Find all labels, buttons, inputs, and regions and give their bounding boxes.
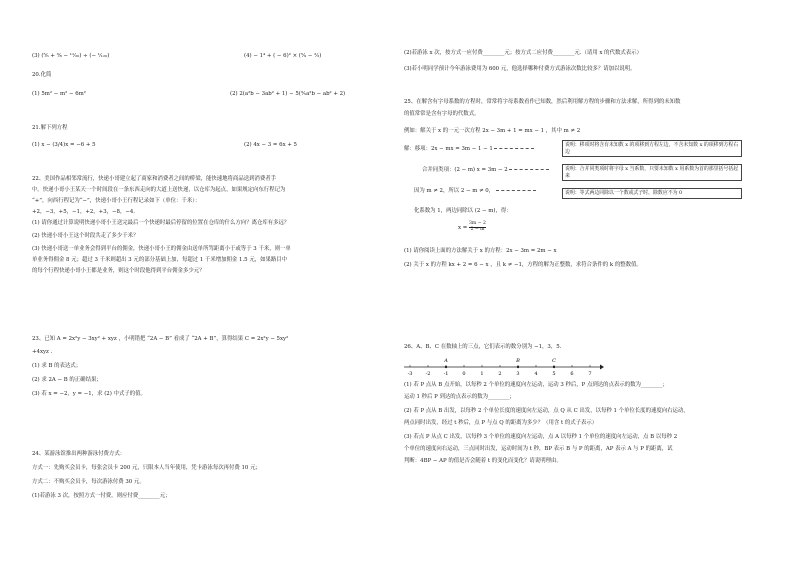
q26-line5: 两点同时出发，经过 t 秒后，点 P 与点 Q 的距离为多少？（用含 t 的式子表示） bbox=[404, 420, 598, 426]
q22-line7: (3) 快递小哥送一单业务会得到平台的佣金，快递小哥小王的佣金由送单所驾距离小于或等于 3 千米，则一单 bbox=[32, 246, 291, 252]
q25-step3-text: 因为 m ≠ 2，所以 2 − m ≠ 0， bbox=[414, 188, 495, 194]
q21-title: 21.解下列方程 bbox=[32, 125, 68, 131]
q25-part1: (1) 请你阅读上面的方法解关于 x 的方程：2x − 3m = 2m − x bbox=[404, 248, 557, 254]
q22-line2: 中。快递小哥小王某天一个时间段在一条东西走向的大道上送快递，以仓库为起点，如果规定向东行程记为 bbox=[32, 187, 286, 193]
axis-tick-label: -1 bbox=[443, 371, 449, 377]
q19-part4: (4) − 1⁴ + ( − 6)² × (⁵⁄₉ − ²⁄₃) bbox=[244, 53, 322, 59]
dashed-connector bbox=[494, 148, 534, 149]
dashed-connector bbox=[509, 169, 549, 170]
q26-line4: (2) 若 P 点从 B 出发，以每秒 2 个单位长度的速度向左运动，点 Q 从 C 出发，以每秒 1 个单位长度的速度向右运动， bbox=[404, 408, 689, 414]
note-box-1: 说明：移项时将含有未知数 x 的项移到方程左边，不含未知数 x 的项移到方程右边 bbox=[562, 140, 742, 157]
q20-title: 20.化简 bbox=[32, 72, 52, 78]
q22-line8: 单业务得佣金 8 元；超过 3 千米则超出 3 元的部分基础上加，每超过 1 千米增加佣金 1.5 元，如果路目中 bbox=[32, 257, 288, 263]
axis-tick-label: 1 bbox=[480, 371, 484, 377]
q25-line1: 25、在解含有字母系数的方程时，常常将字母系数看作已知数，然后利用解方程的步骤和方法求解，所得到的未知数 bbox=[404, 99, 681, 105]
q22-line6: (2) 快递小哥小王这个时段共走了多少千米？ bbox=[32, 233, 139, 239]
note-box-3: 说明：等式两边同除以一个数或式子时，除数应不为 0 bbox=[562, 188, 742, 199]
q24-part3: (3)若小明同学预计今年游泳费用为 600 元，他选择哪种付费方式游泳次数比较多？请加以说明。 bbox=[404, 66, 636, 72]
q25-step3 bbox=[414, 188, 536, 195]
number-line bbox=[404, 353, 604, 379]
q25-line3: 例如：解关于 x 的一元一次方程 2x − 3m + 1 = mx − 1 ，其中 m ≠ 2 bbox=[404, 128, 581, 134]
point-b bbox=[517, 366, 519, 368]
point-label-b: B bbox=[516, 358, 520, 364]
point-c bbox=[553, 366, 555, 368]
q26-line3: 运动 1 秒后 P 到达的点表示的数为________； bbox=[404, 394, 515, 400]
q26-line6: (3) 若点 P 从点 C 出发，以每秒 3 个单位的速度向左运动，点 A 以每秒 1 个单位的速度向左运动，点 B 以每秒 2 bbox=[404, 434, 678, 440]
q24-part2: (2)若游泳 x 次，按方式一应付费________元；按方式二应付费________元.（请用 x 的代数式表示） bbox=[404, 50, 642, 56]
q24-line3: 方式二：不购买会员卡，每次游泳付费 30 元。 bbox=[32, 479, 145, 485]
fraction-numerator: 3m − 2 bbox=[469, 221, 486, 226]
point-label-a: A bbox=[444, 358, 448, 364]
axis-tick-label: 6 bbox=[570, 371, 574, 377]
q22-line4: +2，−3，+5，−1，+2，+3，−8，−4. bbox=[32, 209, 136, 215]
note-box-2: 说明：合并同类项时将字母 x 当系数，只要未知数 x 用系数为首的那里括号括起来 bbox=[562, 164, 742, 181]
point-a bbox=[445, 366, 447, 368]
q23-line5: (3) 若 x = −2，y = −1，求 (2) 中式子的值。 bbox=[32, 391, 146, 397]
axis-tick-label: 5 bbox=[552, 371, 556, 377]
q25-line2: 的值常常是含有字母的代数式。 bbox=[404, 111, 480, 117]
q22-line1: 22、美国作品相邻常流行，快递小哥建立起了商家和消费者之间的桥梁，能快速地将商品送到消费者手 bbox=[32, 176, 277, 182]
q20-part2: (2) 2(a²b − 3ab² + 1) − 5(³⁄₅a²b − ab² + 2) bbox=[230, 91, 346, 97]
axis-tick-label: 4 bbox=[534, 371, 538, 377]
q20-part1: (1) 5m² − m² − 6m² bbox=[32, 91, 86, 97]
axis-tick-label: -2 bbox=[425, 371, 431, 377]
point-label-c: C bbox=[552, 358, 556, 364]
q22-line5: (1) 请你通过计算说明快递小哥小王送完最后一个快递时最后停留的位置在仓库的什么方向？离仓库有多远？ bbox=[32, 220, 290, 226]
q26-line2: (1) 若 P 点从 B 点开始，以每秒 2 个单位的速度向左运动，运动 3 秒后，P 点到达的点表示的数为________； bbox=[404, 382, 668, 388]
axis-tick-label: -3 bbox=[407, 371, 413, 377]
axis-tick-label: 7 bbox=[588, 371, 592, 377]
q21-part1: (1) x − (3/4)x = −6 + 5 bbox=[32, 142, 96, 148]
q21-part2: (2) 4x − 3 = 6x + 5 bbox=[244, 142, 297, 148]
q24-line1: 24、某游泳馆推出两种游泳付费方式： bbox=[32, 451, 126, 457]
q23-line1: 23、已知 A = 2x²y − 3xy² + xyz ，小明错把 “2A − B” 看成了 “2A + B”，算得结果 C = 2x²y − 5xy² bbox=[32, 336, 289, 342]
q23-line2: +4xyz . bbox=[32, 349, 53, 355]
q26-line1: 26、A、B、C 在数轴上的三点，它们表示的数分别为 −1，3，5. bbox=[404, 344, 562, 350]
q25-step2 bbox=[422, 167, 549, 174]
dashed-connector bbox=[496, 190, 536, 191]
q25-part2: (2) 关于 x 的方程 kx + 2 = 6 − x ，且 k ≠ −1，方程的解为正整数，求符合条件的 k 的整数值。 bbox=[404, 262, 642, 268]
axis-tick-label: 2 bbox=[498, 371, 502, 377]
q25-step1-text: 解：移项：2x − mx = 3m − 1 − 1 bbox=[404, 146, 493, 152]
q24-line4: (1)若游泳 3 次，按照方式一付费，则应付费________元； bbox=[32, 493, 171, 499]
q25-result-fraction bbox=[469, 222, 486, 233]
q24-line2: 方式一：先购买会员卡，每张会员卡 200 元，只限本人当年使用，凭卡游泳每次再付费 10 元； bbox=[32, 465, 261, 471]
axis-tick-label: 0 bbox=[462, 371, 466, 377]
q19-part3: (3) (⁵⁄₆ + ³⁄₈ − ¹¹⁄₂₀) ÷ (− ¹⁄₁₂₀) bbox=[32, 53, 110, 59]
fraction-denominator: 2 − m bbox=[470, 226, 485, 232]
axis-tick-label: 3 bbox=[516, 371, 520, 377]
q26-line7: 个单位的速度向右运动，三点同时出发，运动时间为 t 秒，BP 表示 B 与 P 的距离，AP 表示 A 与 P 的距离，试 bbox=[404, 446, 673, 452]
q23-line4: (2) 求 2A − B 的正确结果； bbox=[32, 377, 102, 383]
q25-step4: 化系数为 1，两边同除以 (2 − m)，得： bbox=[414, 208, 512, 214]
q22-line9: 的每个行程快递小哥小王都是业务，则这个时段他得到平台佣金多少元？ bbox=[32, 268, 205, 274]
q25-result-x: x = bbox=[458, 224, 468, 231]
q22-line3: “+”，向西行程记为“−”，快递小哥小王行程记录如下（单位：千米）： bbox=[32, 198, 201, 204]
axis-arrow bbox=[600, 365, 604, 370]
q23-line3: (1) 求 B 的表达式； bbox=[32, 363, 82, 369]
q26-line8: 判断：4BP − AP 的值是否会随着 t 的变化而变化？请说明理由。 bbox=[404, 458, 562, 464]
q25-result bbox=[458, 222, 486, 233]
q25-step2-text: 合并同类项：(2 − m) x = 3m − 2 bbox=[422, 167, 508, 173]
q25-step1 bbox=[404, 146, 534, 153]
